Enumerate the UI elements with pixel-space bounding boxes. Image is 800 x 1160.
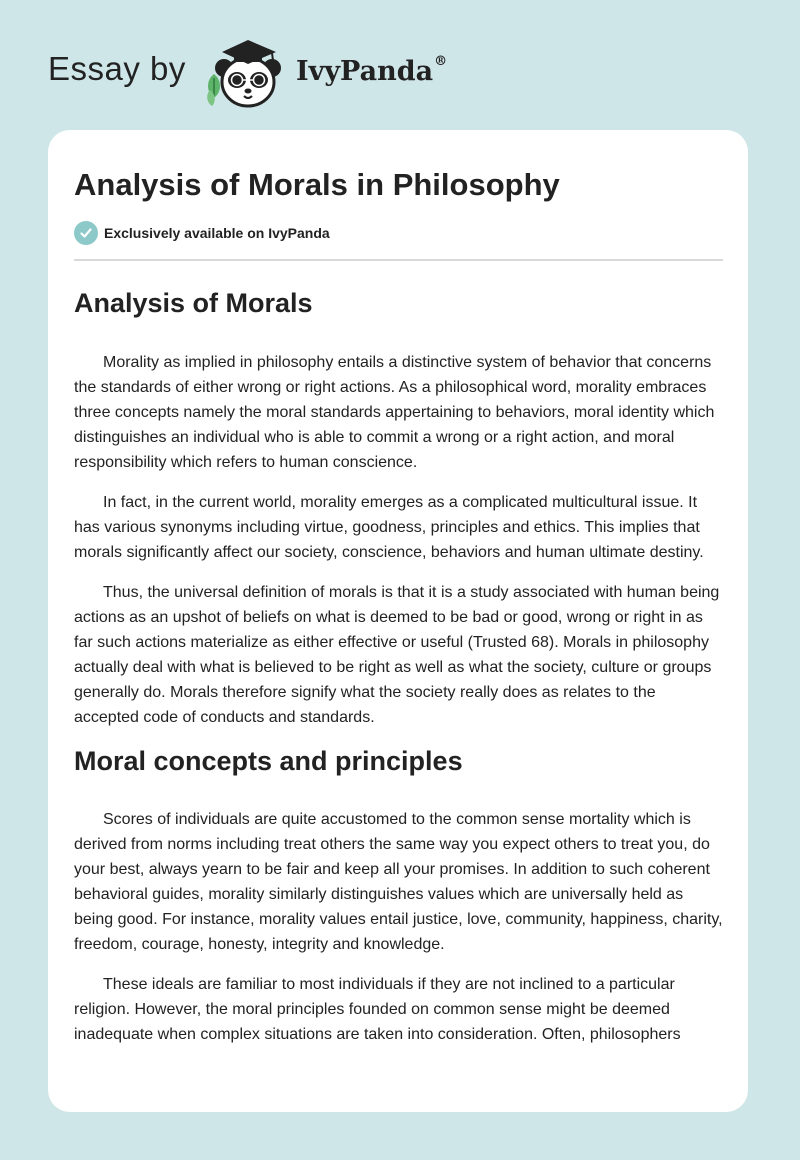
- registered-mark: ®: [434, 54, 448, 69]
- paragraph: In fact, in the current world, morality emerges as a complicated multicultural issue. It has various synonyms including virtue, goodness, principles and ethics. This implies that morals significantly affect our society, conscience, behaviors and human ultimate destiny.: [74, 493, 704, 561]
- paragraph: Thus, the universal definition of morals is that it is a study associated with human being actions as an upshot of beliefs on what is deemed to be bad or good, wrong or right in as far such actions materialize as either effective or useful (Trusted 68). Morals in philosophy actually deal with what is believed to be right as well as what the society, culture or groups generally do. Morals therefore signify what the society really does as relates to the accepted code of conducts and standards.: [74, 583, 720, 726]
- brand-name[interactable]: [296, 56, 447, 87]
- section-body: [74, 807, 723, 1047]
- exclusive-badge: [74, 221, 723, 245]
- section-heading: Analysis of Morals: [74, 288, 313, 319]
- title-divider: [74, 259, 723, 261]
- essay-card: [48, 130, 748, 1112]
- paragraph: These ideals are familiar to most individuals if they are not inclined to a particular religion. However, the moral principles founded on common sense might be deemed inadequate when complex situations are taken into consideration. Often, philosophers: [74, 975, 681, 1043]
- check-icon: [74, 221, 98, 245]
- brand-prefix: Essay by: [48, 50, 186, 87]
- paragraph: Scores of individuals are quite accustomed to the common sense mortality which is derived from norms including treat others the same way you expect others to treat you, do your best, always yearn to be fair and keep all your promises. In addition to such coherent behavioral guides, morality similarly distinguishes values which are universally held as being good. For instance, morality values entail justice, love, community, happiness, charity, freedom, courage, honesty, integrity and knowledge.: [74, 810, 723, 953]
- essay-title: Analysis of Morals in Philosophy: [74, 167, 560, 202]
- brand-name-text: IvyPanda: [296, 56, 434, 87]
- panda-logo-icon[interactable]: [200, 34, 296, 110]
- section-body: [74, 350, 723, 730]
- section-heading: Moral concepts and principles: [74, 745, 463, 776]
- paragraph: Morality as implied in philosophy entails a distinctive system of behavior that concerns the standards of either wrong or right actions. As a philosophical word, morality embraces three concepts namely the moral standards appertaining to behaviors, moral identity which distinguishes an individual who is able to commit a wrong or a right action, and moral responsibility which refers to human conscience.: [74, 353, 715, 471]
- badge-text: Exclusively available on IvyPanda: [104, 225, 330, 242]
- site-header: [0, 0, 800, 130]
